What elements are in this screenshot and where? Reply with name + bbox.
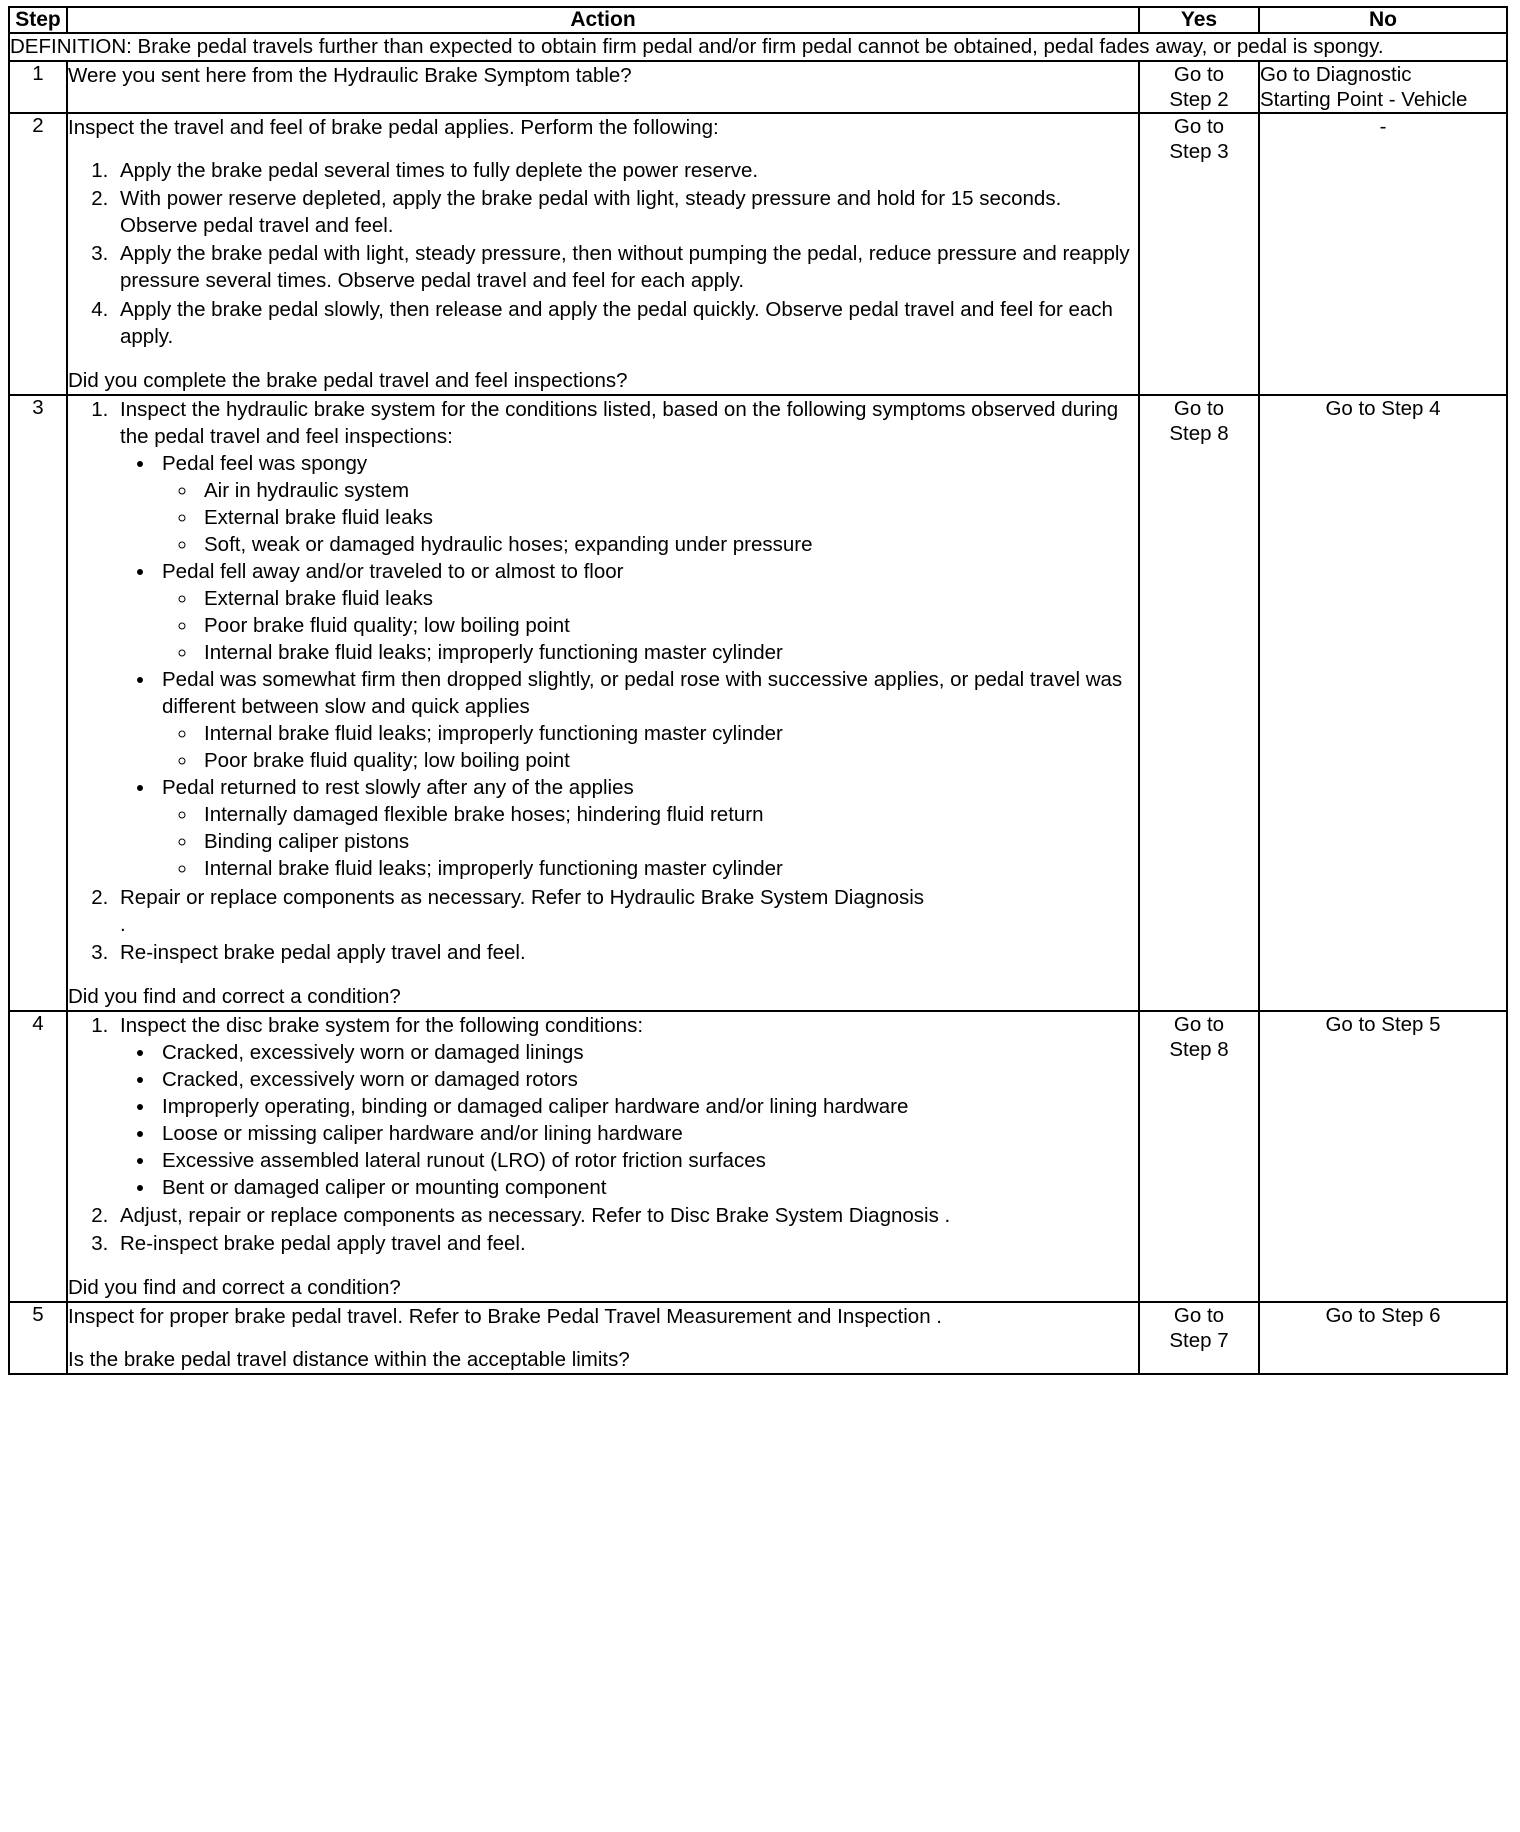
- yes-line-2: Step 8: [1169, 421, 1229, 445]
- list-item: ◦ Internal brake fluid leaks; improperly functioning master cylinder: [198, 639, 1138, 666]
- table-row: [9, 395, 1507, 1011]
- step-number: 4: [9, 1011, 67, 1302]
- list-item: ◦ Poor brake fluid quality; low boiling point: [198, 612, 1138, 639]
- no-line-1: Go to Diagnostic: [1260, 63, 1412, 87]
- diagnostic-table: [8, 6, 1508, 1375]
- action-cell: [67, 113, 1139, 394]
- definition-cell: DEFINITION: Brake pedal travels further than expected to obtain firm pedal and/or firm pedal cannot be obtained, pedal fades away, or pedal is spongy.: [9, 33, 1507, 61]
- list-item: • Cracked, excessively worn or damaged rotors: [156, 1066, 1138, 1093]
- no-line-1: Go to Step 4: [1325, 396, 1441, 420]
- no-cell: [1259, 113, 1507, 394]
- header-yes: Yes: [1139, 7, 1259, 33]
- list-item: ◦ Internally damaged flexible brake hoses; hindering fluid return: [198, 801, 1138, 828]
- cause-list: [162, 801, 1138, 882]
- no-line-2: Starting Point - Vehicle: [1260, 88, 1468, 112]
- no-cell: [1259, 1302, 1507, 1374]
- list-item: ◦ External brake fluid leaks: [198, 585, 1138, 612]
- list-item: [156, 666, 1138, 774]
- header-step: Step: [9, 7, 67, 33]
- list-item-text: Inspect the disc brake system for the following conditions:: [120, 1013, 644, 1037]
- table-header-row: [9, 7, 1507, 33]
- list-item-text: Pedal was somewhat firm then dropped slightly, or pedal rose with successive applies, or pedal travel was different between slow and quick applies: [162, 668, 1123, 719]
- list-item: [114, 1012, 1138, 1201]
- list-item: • Excessive assembled lateral runout (LRO) of rotor friction surfaces: [156, 1147, 1138, 1174]
- step-number: 3: [9, 395, 67, 1011]
- list-item: • Improperly operating, binding or damaged caliper hardware and/or lining hardware: [156, 1093, 1138, 1120]
- action-question: Did you find and correct a condition?: [68, 1276, 401, 1300]
- list-item-text: Pedal feel was spongy: [162, 451, 368, 475]
- yes-line-1: Go to: [1173, 1012, 1225, 1036]
- yes-cell: [1139, 1011, 1259, 1302]
- list-item: [156, 558, 1138, 666]
- action-question: Did you find and correct a condition?: [68, 984, 401, 1008]
- header-no: No: [1259, 7, 1507, 33]
- step-number: 2: [9, 113, 67, 394]
- list-item: ◦ Internal brake fluid leaks; improperly functioning master cylinder: [198, 720, 1138, 747]
- yes-line-1: Go to: [1173, 396, 1225, 420]
- no-cell: [1259, 61, 1507, 113]
- header-action: Action: [67, 7, 1139, 33]
- action-cell: [67, 1011, 1139, 1302]
- yes-cell: [1139, 113, 1259, 394]
- symptom-group-list: [120, 450, 1138, 883]
- action-cell: [67, 1302, 1139, 1374]
- step-number: 1: [9, 61, 67, 113]
- yes-cell: [1139, 61, 1259, 113]
- action-step-list: [68, 157, 1138, 349]
- list-item-text: Pedal returned to rest slowly after any of the applies: [162, 776, 634, 800]
- list-item: 4. Apply the brake pedal slowly, then release and apply the pedal quickly. Observe pedal travel and feel for each apply.: [114, 296, 1138, 350]
- no-cell: [1259, 1011, 1507, 1302]
- yes-line-1: Go to: [1173, 115, 1225, 139]
- action-cell: [67, 395, 1139, 1011]
- list-item: ◦ Binding caliper pistons: [198, 828, 1138, 855]
- action-intro: Inspect for proper brake pedal travel. Refer to Brake Pedal Travel Measurement and Inspection .: [68, 1305, 942, 1329]
- action-step-list: [68, 396, 1138, 966]
- list-item: [114, 396, 1138, 883]
- table-row: [9, 1011, 1507, 1302]
- list-item: 2. With power reserve depleted, apply the brake pedal with light, steady pressure and hold for 15 seconds. Observe pedal travel and feel.: [114, 185, 1138, 239]
- action-question: Is the brake pedal travel distance within the acceptable limits?: [68, 1348, 630, 1372]
- list-item: • Cracked, excessively worn or damaged linings: [156, 1039, 1138, 1066]
- list-item: [156, 774, 1138, 882]
- list-item: [156, 450, 1138, 558]
- list-item: 3. Apply the brake pedal with light, steady pressure, then without pumping the pedal, reduce pressure and reapply pressure several times. Observe pedal travel and feel for each apply.: [114, 240, 1138, 294]
- yes-line-1: Go to: [1173, 63, 1225, 87]
- table-row: [9, 113, 1507, 394]
- yes-cell: [1139, 395, 1259, 1011]
- list-item: • Loose or missing caliper hardware and/or lining hardware: [156, 1120, 1138, 1147]
- no-line-1: Go to Step 6: [1325, 1304, 1441, 1328]
- cause-list: [162, 585, 1138, 666]
- list-item: 3. Re-inspect brake pedal apply travel and feel.: [114, 939, 1138, 966]
- cause-list: [162, 720, 1138, 774]
- yes-line-2: Step 7: [1169, 1329, 1229, 1353]
- yes-line-2: Step 3: [1169, 140, 1229, 164]
- yes-cell: [1139, 1302, 1259, 1374]
- list-item: 1. Apply the brake pedal several times to fully deplete the power reserve.: [114, 157, 1138, 184]
- step-number: 5: [9, 1302, 67, 1374]
- list-item-text: Inspect the hydraulic brake system for the conditions listed, based on the following symptoms observed during the pedal travel and feel inspections:: [120, 397, 1119, 448]
- list-item: ◦ Internal brake fluid leaks; improperly functioning master cylinder: [198, 855, 1138, 882]
- action-cell: [67, 61, 1139, 113]
- table-row: [9, 61, 1507, 113]
- yes-line-2: Step 2: [1169, 88, 1229, 112]
- action-question: Were you sent here from the Hydraulic Brake Symptom table?: [68, 64, 632, 88]
- no-cell: [1259, 395, 1507, 1011]
- table-row: [9, 33, 1507, 61]
- action-step-list: [68, 1012, 1138, 1257]
- list-item: ◦ External brake fluid leaks: [198, 504, 1138, 531]
- yes-line-2: Step 8: [1169, 1037, 1229, 1061]
- list-item: • Bent or damaged caliper or mounting component: [156, 1174, 1138, 1201]
- action-question: Did you complete the brake pedal travel and feel inspections?: [68, 368, 628, 392]
- list-item: ◦ Soft, weak or damaged hydraulic hoses; expanding under pressure: [198, 531, 1138, 558]
- table-header: [9, 7, 1507, 33]
- no-line-1: Go to Step 5: [1325, 1012, 1441, 1036]
- list-item: [114, 884, 1138, 938]
- list-item: 2. Adjust, repair or replace components as necessary. Refer to Disc Brake System Diagnosis .: [114, 1202, 1138, 1229]
- action-intro: Inspect the travel and feel of brake pedal applies. Perform the following:: [68, 116, 719, 140]
- no-line-1: -: [1379, 115, 1387, 139]
- table-body: [9, 33, 1507, 1374]
- cause-list: [162, 477, 1138, 558]
- yes-line-1: Go to: [1173, 1304, 1225, 1328]
- list-item-text: Repair or replace components as necessary. Refer to Hydraulic Brake System Diagnosis: [120, 885, 925, 909]
- list-item: ◦ Poor brake fluid quality; low boiling point: [198, 747, 1138, 774]
- list-item: ◦ Air in hydraulic system: [198, 477, 1138, 504]
- list-item-text: Pedal fell away and/or traveled to or almost to floor: [162, 559, 624, 583]
- list-item-continuation: .: [120, 912, 126, 936]
- condition-list: [120, 1039, 1138, 1201]
- table-row: [9, 1302, 1507, 1374]
- list-item: 3. Re-inspect brake pedal apply travel and feel.: [114, 1230, 1138, 1257]
